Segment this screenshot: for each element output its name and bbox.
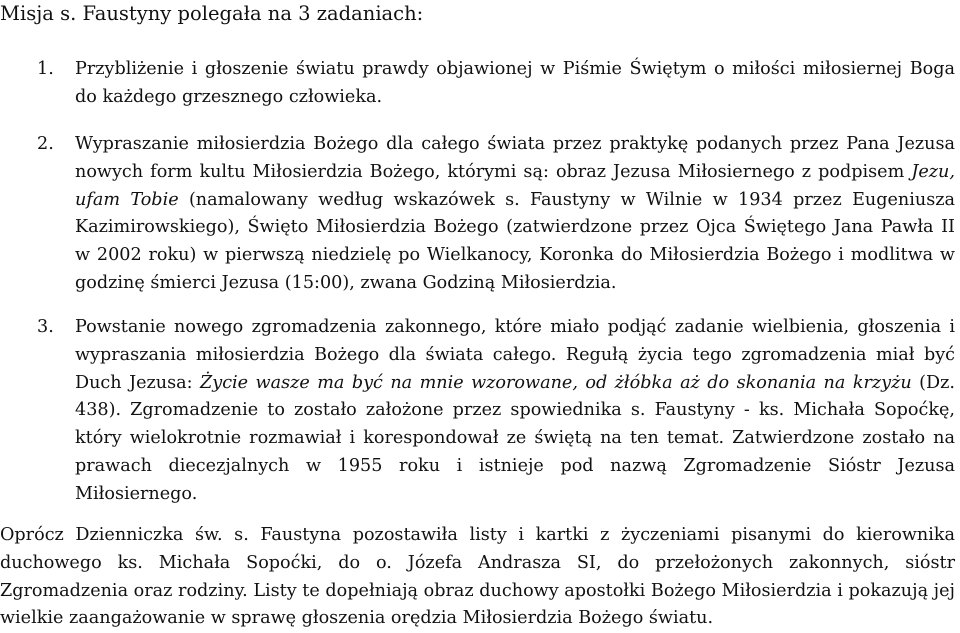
document-heading: Misja s. Faustyny polegała na 3 zadaniach: [0,2,424,25]
list-item-1 [0,56,955,112]
list-item-2 [0,131,955,298]
text-segment: (namalowany według wskazówek s. Faustyny w Wilnie w 1934 przez Eugeniusza Kazimirowskiego), Święto Miłosierdzia Bożego (zatwierdzone przez Ojca Świętego Jana Pawła II w 2002 roku) w pierwszą niedzielę po Wielkanocy, Koronka do Miłosierdzia Bożego i modlitwa w godzinę śmierci Jezusa (15:00), zwana Godziną Miłosierdzia. [75,189,955,293]
list-item-number: 1. [37,59,54,79]
text-segment: (Dz. 438). Zgromadzenie to zostało założone przez spowiednika s. Faustyny - ks. Michała Sopoćkę, który wielokrotnie rozmawiał i korespondował ze świętą na ten temat. Zatwierdzone zostało na prawach diecezjalnych w 1955 roku i istnieje pod nazwą Zgromadzenie Sióstr Jezusa Miłosiernego. [75,372,955,504]
list-item-number: 3. [37,317,54,337]
text-segment: Wypraszanie miłosierdzia Bożego dla całego świata przez praktykę podanych przez Pana Jezusa nowych form kultu Miłosierdzia Bożego, którymi są: obraz Jezusa Miłosiernego z podpisem [75,134,955,182]
list-item-text [75,314,955,509]
list-item-number: 2. [37,134,54,154]
list-item-3 [0,314,955,509]
closing-paragraph: Oprócz Dzienniczka św. s. Faustyna pozostawiła listy i kartki z życzeniami pisanymi do kierownika duchowego ks. Michała Sopoćki, do o. Józefa Andrasza SI, do przełożonych zakonnych, sióstr Zgromadzenia oraz rodziny. Listy te dopełniają obraz duchowy apostołki Bożego Miłosierdzia i pokazują jej wielkie zaangażowanie w sprawę głoszenia orędzia Miłosierdzia Bożego światu. [0,525,955,629]
text-segment: Powstanie nowego zgromadzenia zakonnego, które miało podjąć zadanie wielbienia, głoszenia i wypraszania miłosierdzia Bożego dla świata całego. Regułą życia tego zgromadzenia miał być Duch Jezusa: [75,317,955,393]
italic-quote: Jezu, ufam Tobie [75,161,955,210]
list-item-text: Przybliżenie i głoszenie światu prawdy objawionej w Piśmie Świętym o miłości miłosiernej Boga do każdego grzesznego człowieka. [75,59,955,107]
italic-quote: Życie wasze ma być na mnie wzorowane, od żłóbka aż do skonania na krzyżu [200,372,912,393]
list-item-text [75,131,955,298]
